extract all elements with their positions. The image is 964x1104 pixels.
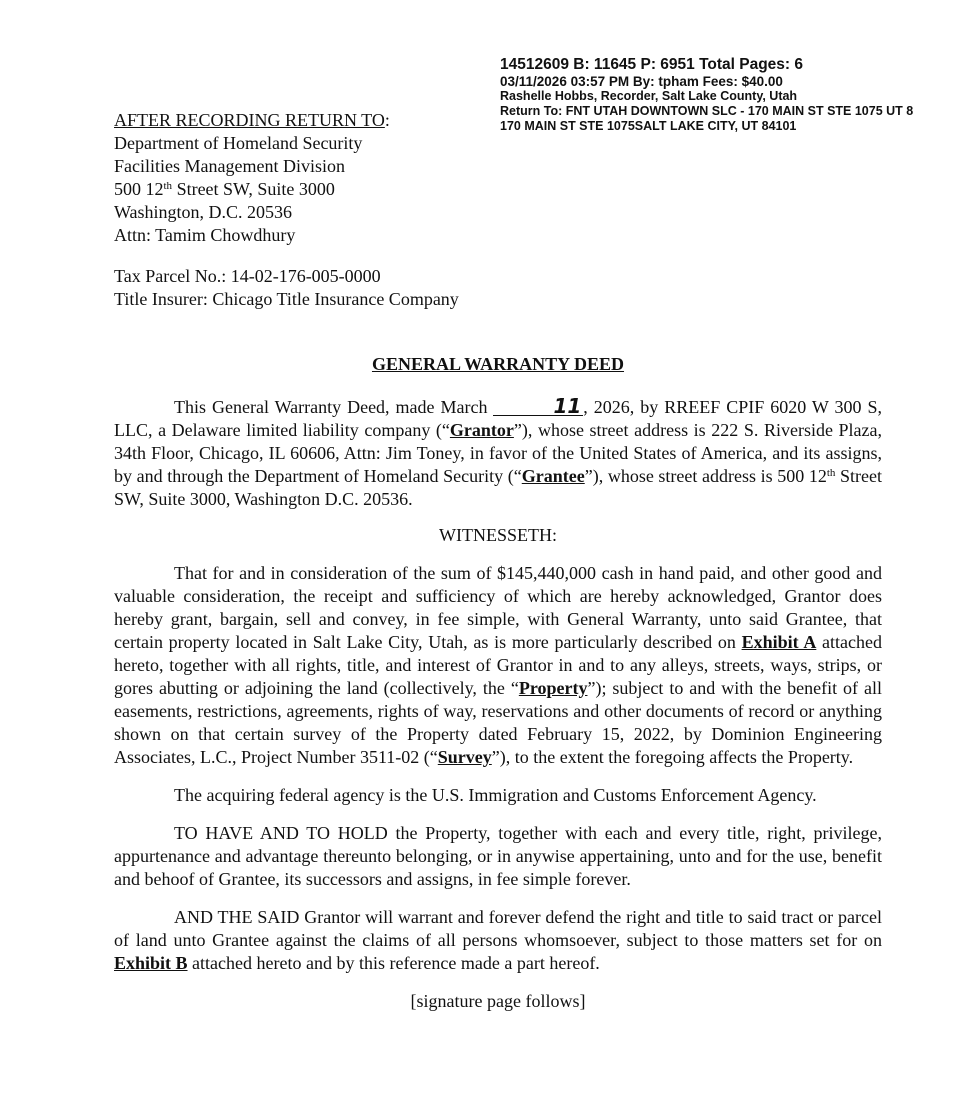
intro-paragraph <box>114 396 882 511</box>
return-street-ordinal: th <box>163 180 173 192</box>
stamp-recorder: Rashelle Hobbs, Recorder, Salt Lake County, Utah <box>500 89 798 103</box>
return-street-number: 500 12 <box>114 179 164 199</box>
survey-term: Survey <box>437 747 492 767</box>
consideration-paragraph <box>114 562 882 769</box>
exhibit-a-term: Exhibit A <box>741 632 817 652</box>
return-line-division: Facilities Management Division <box>114 156 345 176</box>
return-line-street <box>114 178 390 201</box>
intro-text-1: This General Warranty Deed, made March <box>174 397 494 417</box>
parcel-block <box>114 265 459 311</box>
recording-stamp <box>500 56 964 134</box>
warranty-paragraph <box>114 906 882 975</box>
intro-text-4: ”), whose street address is 500 12 <box>584 466 827 486</box>
agency-paragraph: The acquiring federal agency is the U.S. Immigration and Customs Enforcement Agency. <box>174 785 817 805</box>
stamp-document-number: 14512609 B: 11645 P: 6951 Total Pages: 6 <box>500 56 804 73</box>
return-heading: AFTER RECORDING RETURN TO <box>114 110 385 130</box>
stamp-return-address: 170 MAIN ST STE 1075SALT LAKE CITY, UT 84101 <box>500 119 797 133</box>
handwritten-day: 11 <box>493 397 583 416</box>
return-street-rest: Street SW, Suite 3000 <box>172 179 335 199</box>
intro-text-5: Street SW, Suite 3000, Washington D.C. 20536. <box>114 466 882 509</box>
habendum-paragraph: TO HAVE AND TO HOLD the Property, together with each and every title, right, privilege, appurtenance and advantage thereunto belonging, or in anywise appertaining, unto and for the use, benefit and behoof of Grantee, its successors and assigns, in fee simple forever. <box>114 823 882 889</box>
intro-text-3: ”), whose street address is 222 S. Riverside Plaza, 34th Floor, Chicago, IL 60606, Attn: Jim Toney, in favor of the United States of America, and its assigns, by and through the Department of Homeland Security (“ <box>114 420 882 486</box>
return-line-attn: Attn: Tamim Chowdhury <box>114 225 296 245</box>
deed-body <box>114 396 882 1013</box>
consideration-text-3: ”); subject to and with the benefit of all easements, restrictions, agreements, rights of way, reservations and other documents of record or anything shown on that certain survey of the Property dated February 15, 2022, by Dominion Engineering Associates, L.C., Project Number 3511-02 (“ <box>114 678 882 767</box>
consideration-text-1: That for and in consideration of the sum of $145,440,000 cash in hand paid, and other good and valuable consideration, the receipt and sufficiency of which are hereby acknowledged, Grantor does hereby grant, bargain, sell and convey, in fee simple, with General Warranty, unto said Grantee, that certain property located in Salt Lake City, Utah, as is more particularly described on <box>114 563 882 652</box>
tax-parcel-number: Tax Parcel No.: 14-02-176-005-0000 <box>114 266 381 286</box>
return-line-city: Washington, D.C. 20536 <box>114 202 293 222</box>
consideration-text-2: attached hereto, together with all rights, title, and interest of Grantor in and to any alleys, streets, ways, strips, or gores abutting or adjoining the land (collectively, the “ <box>114 632 882 698</box>
warranty-text-2: attached hereto and by this reference made a part hereof. <box>187 953 600 973</box>
return-heading-colon: : <box>384 110 390 130</box>
witnesseth-heading: WITNESSETH: <box>439 525 557 545</box>
property-term: Property <box>518 678 588 698</box>
intro-text-2: , 2026, by RREEF CPIF 6020 W 300 S, LLC, a Delaware limited liability company (“ <box>114 397 882 440</box>
exhibit-b-term: Exhibit B <box>114 953 188 973</box>
deed-title: GENERAL WARRANTY DEED <box>371 354 625 374</box>
signature-page-note: [signature page follows] <box>410 991 586 1011</box>
return-address-block <box>114 109 390 247</box>
stamp-return-to: Return To: FNT UTAH DOWNTOWN SLC - 170 MAIN ST STE 1075 UT 8 <box>500 104 914 118</box>
intro-ordinal: th <box>826 467 836 479</box>
warranty-text-1: AND THE SAID Grantor will warrant and forever defend the right and title to said tract or parcel of land unto Grantee against the claims of all persons whomsoever, subject to those matters set for on <box>114 907 882 950</box>
grantee-term: Grantee <box>521 466 585 486</box>
title-insurer: Title Insurer: Chicago Title Insurance Company <box>114 289 459 309</box>
return-heading-line <box>114 109 390 132</box>
return-line-department: Department of Homeland Security <box>114 133 363 153</box>
consideration-text-4: ”), to the extent the foregoing affects the Property. <box>491 747 854 767</box>
grantor-term: Grantor <box>449 420 514 440</box>
stamp-recorded-date: 03/11/2026 03:57 PM By: tpham Fees: $40.00 <box>500 74 783 89</box>
